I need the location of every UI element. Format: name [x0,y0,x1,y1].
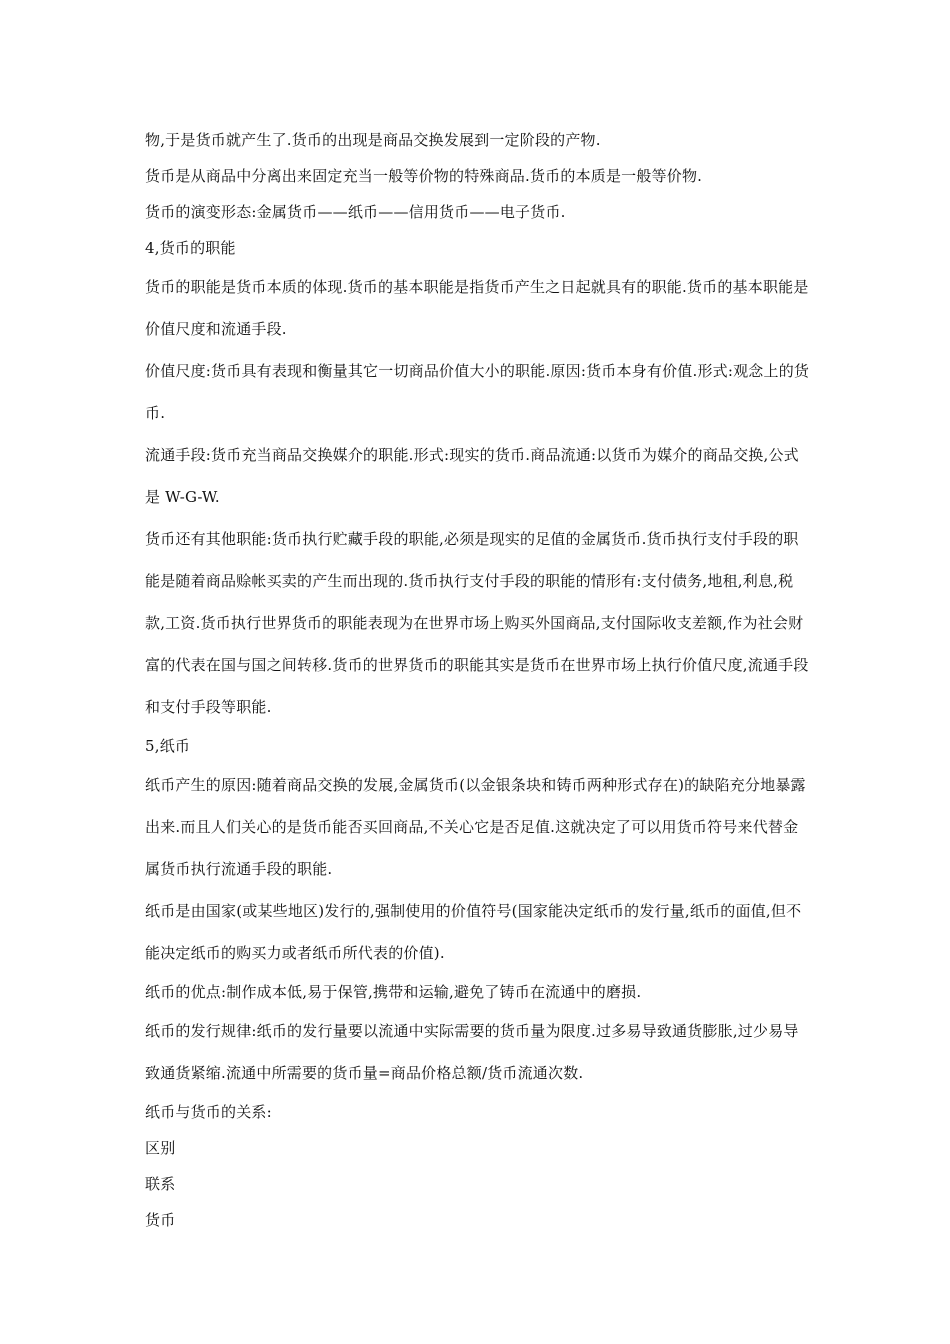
paragraph: 纸币的发行规律:纸币的发行量要以流通中实际需要的货币量为限度.过多易导致通货膨胀,过少易导致通货紧缩.流通中所需要的货币量=商品价格总额/货币流通次数. [145,1022,799,1082]
paragraph: 货币还有其他职能:货币执行贮藏手段的职能,必须是现实的足值的金属货币.货币执行支付手段的职能是随着商品赊帐买卖的产生而出现的.货币执行支付手段的职能的情形有:支付债务,地租,利息,税款,工资.货币执行世界货币的职能表现为在世界市场上购买外国商品,支付国际收支差额,作为社会财富的代表在国与国之间转移.货币的世界货币的职能其实是货币在世界市场上执行价值尺度,流通手段和支付手段等职能. [145,530,809,716]
list-item: 联系 [145,1175,176,1193]
paragraph: 流通手段:货币充当商品交换媒介的职能.形式:现实的货币.商品流通:以货币为媒介的商品交换,公式是 W-G-W. [145,446,799,506]
paragraph: 货币的职能是货币本质的体现.货币的基本职能是指货币产生之日起就具有的职能.货币的基本职能是价值尺度和流通手段. [145,278,809,338]
document-page [145,122,810,1238]
paragraph: 货币的演变形态:金属货币——纸币——信用货币——电子货币. [145,203,566,221]
list-item: 区别 [145,1139,176,1157]
paragraph: 纸币是由国家(或某些地区)发行的,强制使用的价值符号(国家能决定纸币的发行量,纸币的面值,但不能决定纸币的购买力或者纸币所代表的价值). [145,902,802,962]
paragraph: 纸币与货币的关系: [145,1103,272,1121]
paragraph: 物,于是货币就产生了.货币的出现是商品交换发展到一定阶段的产物. [145,131,601,149]
paragraph: 纸币的优点:制作成本低,易于保管,携带和运输,避免了铸币在流通中的磨损. [145,983,642,1001]
list-item: 货币 [145,1211,176,1229]
paragraph: 纸币产生的原因:随着商品交换的发展,金属货币(以金银条块和铸币两种形式存在)的缺陷充分地暴露出来.而且人们关心的是货币能否买回商品,不关心它是否足值.这就决定了可以用货币符号来代替金属货币执行流通手段的职能. [145,776,806,878]
section-heading: 5,纸币 [145,737,191,755]
section-heading: 4,货币的职能 [145,239,236,257]
paragraph: 价值尺度:货币具有表现和衡量其它一切商品价值大小的职能.原因:货币本身有价值.形式:观念上的货币. [145,362,810,422]
paragraph: 货币是从商品中分离出来固定充当一般等价物的特殊商品.货币的本质是一般等价物. [145,167,703,185]
